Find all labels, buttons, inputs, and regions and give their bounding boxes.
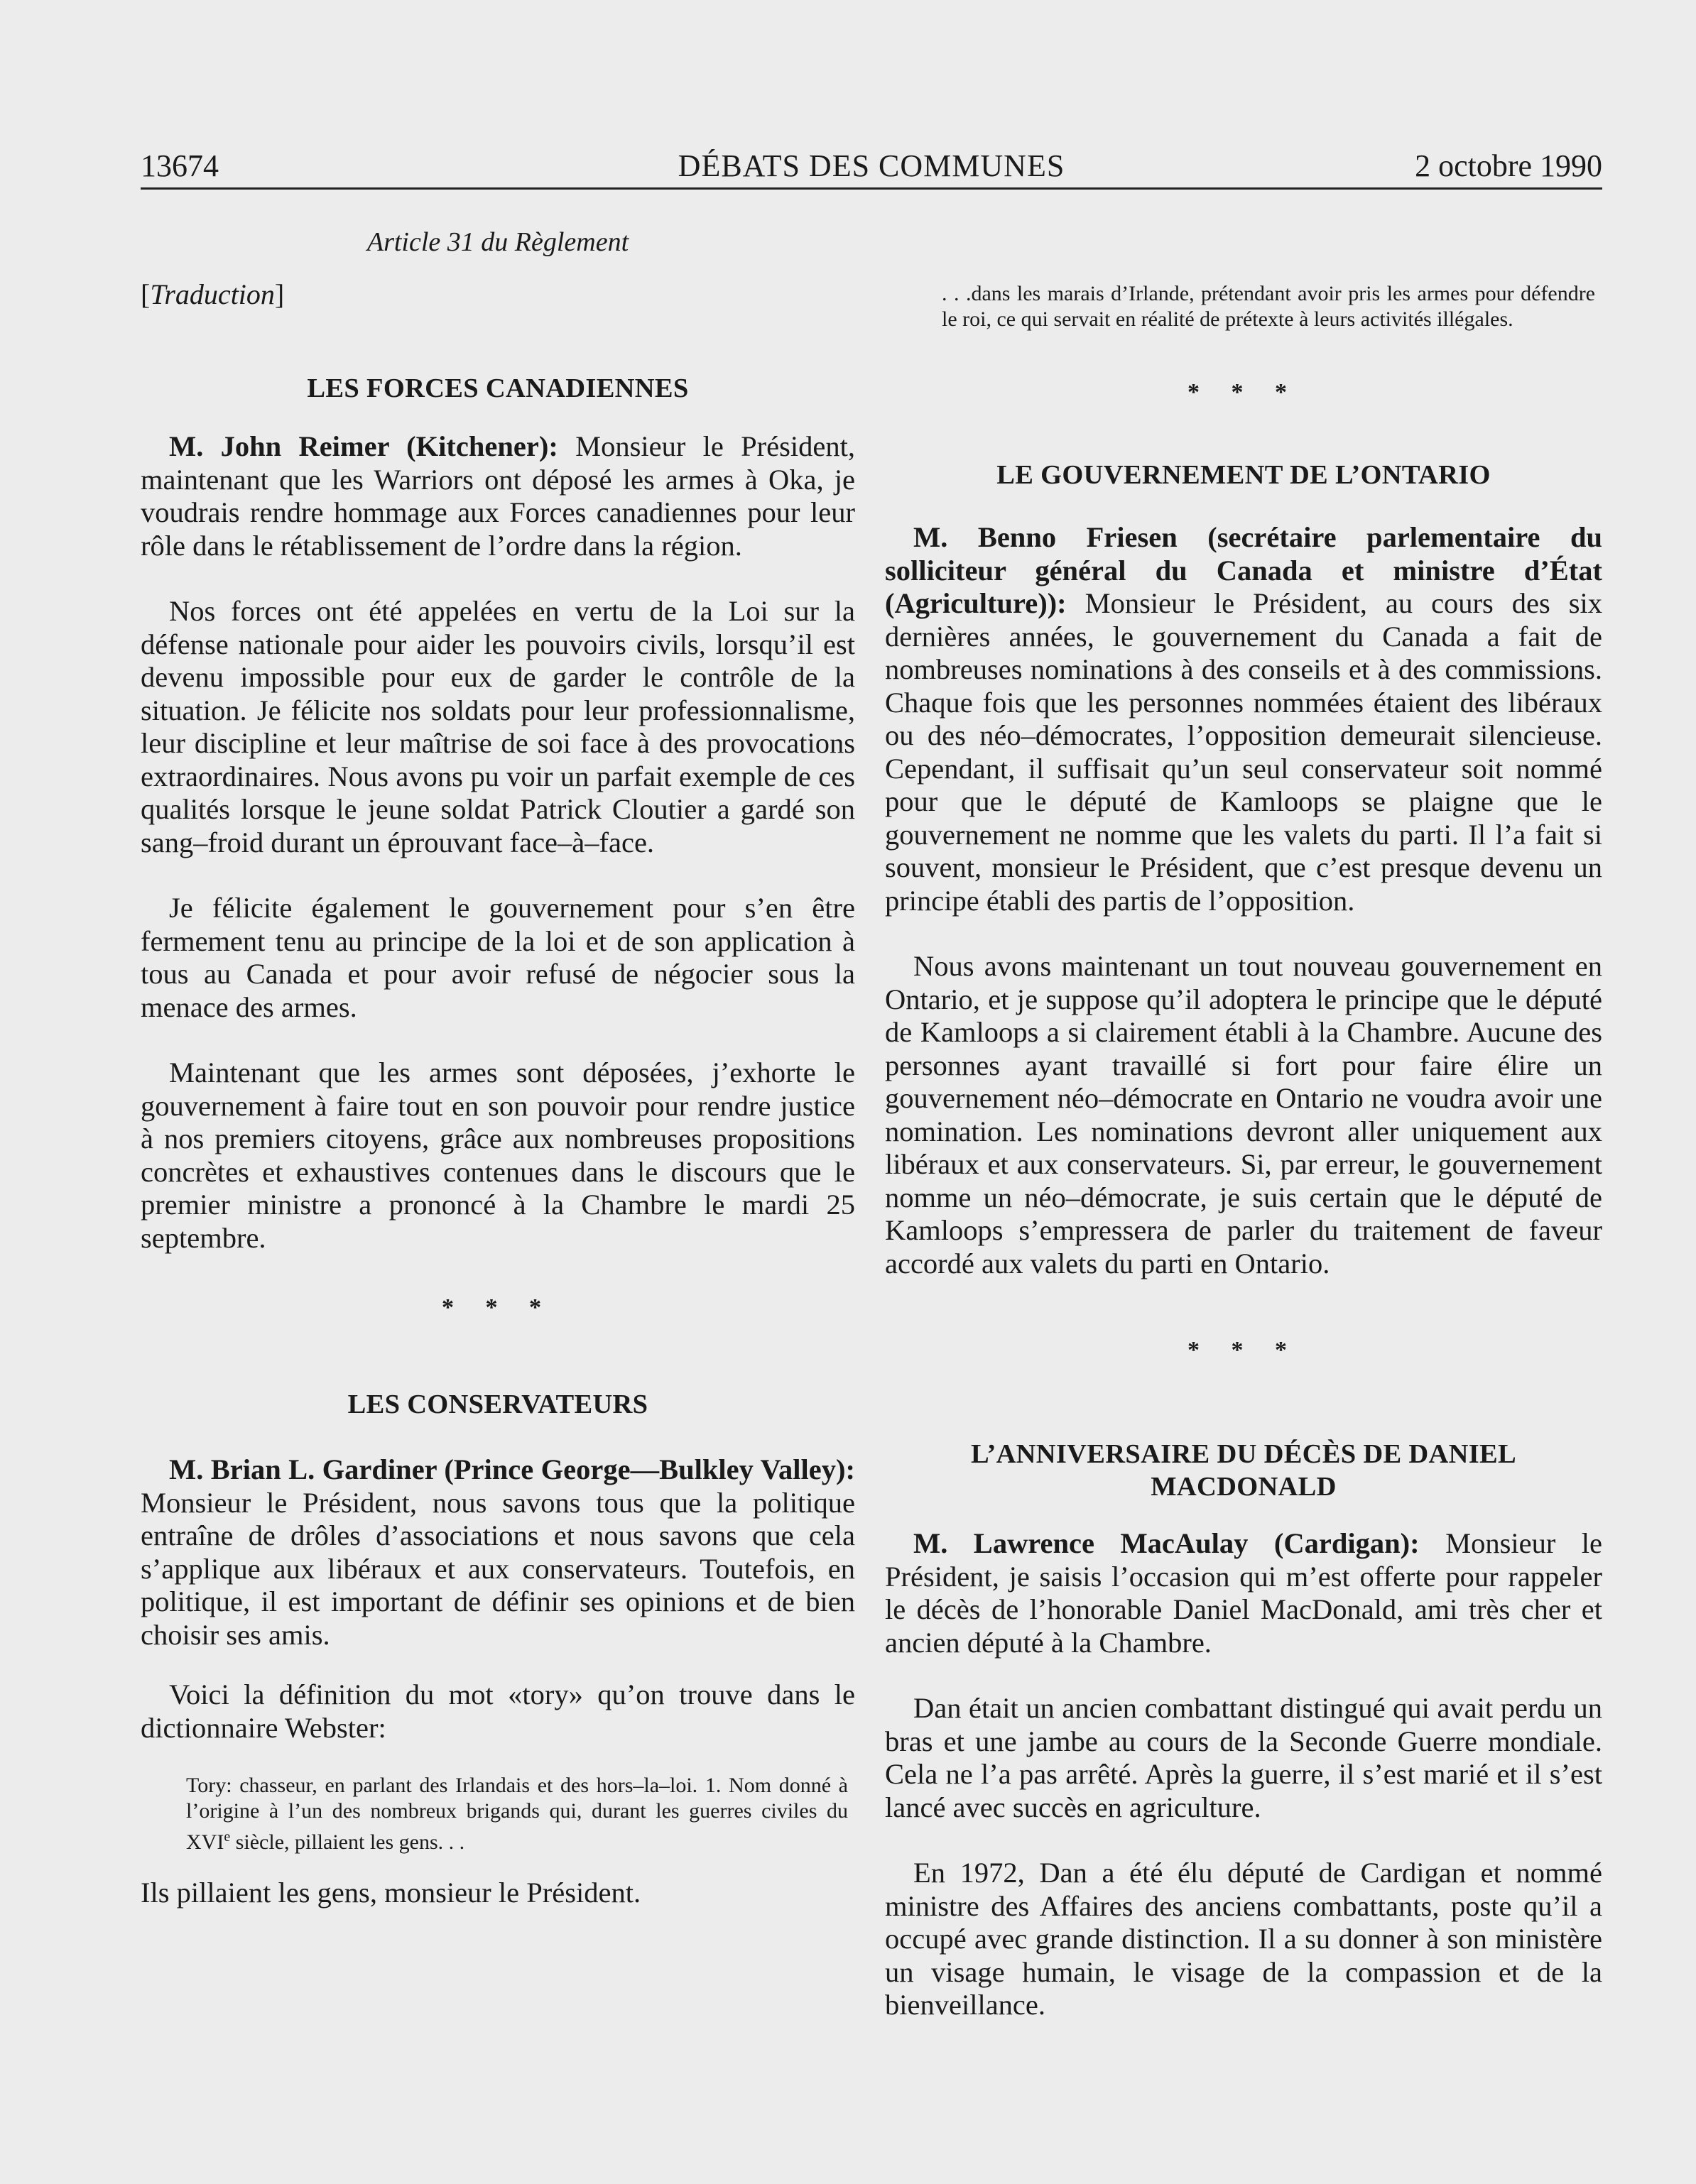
block-quote: . . .dans les marais d’Irlande, prétendant avoir pris les armes pour défendre le roi, ce qui servait en réalité de prétexte à leurs activités illégales. (942, 282, 1595, 331)
section-heading-forces: LES FORCES CANADIENNES (307, 373, 689, 403)
paragraph: Voici la définition du mot «tory» qu’on trouve dans le dictionnaire Webster: (141, 1678, 855, 1744)
speaker-name: M. John Reimer (Kitchener): (169, 430, 558, 462)
page-header (141, 145, 1602, 190)
paragraph (885, 1527, 1602, 1659)
section-separator: * * * (1187, 1337, 1300, 1363)
paragraph (885, 521, 1602, 917)
speaker-name: M. Lawrence MacAulay (Cardigan): (913, 1527, 1420, 1559)
section-heading-conservatives: LES CONSERVATEURS (347, 1389, 648, 1419)
left-column (141, 226, 855, 1910)
paragraph: Nos forces ont été appelées en vertu de la Loi sur la défense nationale pour aider les pouvoirs civils, lorsqu’il est devenu impossible pour eux de garder le contrôle de la situation. Je félicite nos soldats pour leur professionnalisme, leur discipline et leur maîtrise de soi face à des provocations extraordinaires. Nous avons pu voir un parfait exemple de ces qualités lorsque le jeune soldat Patrick Cloutier a gardé son sang–froid durant un éprouvant face–à–face. (141, 595, 855, 858)
superscript: e (224, 1829, 231, 1845)
paragraph: Je félicite également le gouvernement pour s’en être fermement tenu au principe de la loi et de son application à tous au Canada et pour avoir refusé de négocier sous la menace des armes. (141, 892, 855, 1023)
section-separator: * * * (442, 1294, 554, 1321)
paragraph-text: Monsieur le Président, maintenant que les Warriors ont déposé les armes à Oka, je voudrais rendre hommage aux Forces canadiennes pour leur rôle dans le rétablissement de l’ordre dans la région. (141, 430, 855, 562)
page-number: 13674 (141, 148, 219, 183)
speaker-name: M. Benno Friesen (secrétaire parlementaire du solliciteur général du Canada et ministre d’État (Agriculture)): (885, 521, 1602, 619)
section-heading-anniversary: L’ANNIVERSAIRE DU DÉCÈS DE DANIEL MACDONALD (971, 1439, 1516, 1502)
section-heading-ontario: LE GOUVERNEMENT DE L’ONTARIO (996, 460, 1491, 490)
right-column (885, 281, 1602, 2022)
paragraph: Ils pillaient les gens, monsieur le Président. (141, 1877, 641, 1909)
paragraph-text: Monsieur le Président, au cours des six dernières années, le gouvernement du Canada a fait de nombreuses nominations à des conseils et à des commissions. Chaque fois que les personnes nommées étaient des libéraux ou des néo–démocrates, l’opposition demeurait silencieuse. Cependant, il suffisait qu’un seul conservateur soit nommé pour que le député de Kamloops se plaigne que le gouvernement ne nomme que les valets du parti. Il l’a fait si souvent, monsieur le Président, que c’est presque devenu un principe établi des partis de l’opposition. (885, 587, 1602, 917)
paragraph: Dan était un ancien combattant distingué qui avait perdu un bras et une jambe au cours de la Seconde Guerre mondiale. Cela ne l’a pas arrêté. Après la guerre, il s’est marié et il s’est lancé avec succès en agriculture. (885, 1692, 1602, 1823)
paragraph (141, 430, 855, 562)
paragraph-text: Monsieur le Président, nous savons tous que la politique entraîne de drôles d’associations et nous savons que cela s’applique aux libéraux et aux conservateurs. Toutefois, en politique, il est important de définir ses opinions et de bien choisir ses amis. (141, 1486, 855, 1651)
section-separator: * * * (1187, 379, 1300, 405)
translation-label: Traduction (150, 278, 275, 310)
paragraph (141, 1453, 855, 1651)
paragraph-text: Monsieur le Président, je saisis l’occasion qui m’est offerte pour rappeler le décès de l’honorable Daniel MacDonald, ami très cher et ancien député à la Chambre. (885, 1527, 1602, 1659)
paragraph: Maintenant que les armes sont déposées, j’exhorte le gouvernement à faire tout en son pouvoir pour rendre justice à nos premiers citoyens, grâce aux nombreuses propositions concrètes et exhaustives contenues dans le discours que le premier ministre a prononcé à la Chambre le mardi 25 septembre. (141, 1056, 855, 1254)
header-date: 2 octobre 1990 (1415, 148, 1602, 183)
translation-note: [Traduction] (141, 278, 285, 310)
paragraph: Nous avons maintenant un tout nouveau gouvernement en Ontario, et je suppose qu’il adoptera le principe que le député de Kamloops a si clairement établi à la Chambre. Aucune des personnes ayant travaillé si fort pour faire élire un gouvernement néo–démocrate en Ontario ne voudra avoir une nomination. Les nominations devront aller uniquement aux libéraux et aux conservateurs. Si, par erreur, le gouvernement nomme un néo–démocrate, je suis certain que le député de Kamloops s’empressera de parler du traitement de faveur accordé aux valets du parti en Ontario. (885, 950, 1602, 1279)
speaker-name: M. Brian L. Gardiner (Prince George—Bulkley Valley): (169, 1453, 855, 1485)
quote-text: siècle, pillaient les gens. . . (230, 1830, 465, 1854)
paragraph: En 1972, Dan a été élu député de Cardigan et nommé ministre des Affaires des anciens combattants, poste qu’il a occupé avec grande distinction. Il a su donner à son ministère un visage humain, le visage de la compassion et de la bienveillance. (885, 1857, 1602, 2021)
standing-order-reference: Article 31 du Règlement (366, 227, 629, 257)
block-quote (141, 1773, 855, 1855)
quote-text: Tory: chasseur, en parlant des Irlandais et des hors–la–loi. 1. Nom donné à l’origine à l’un des nombreux brigands qui, durant les guerres civiles du XVI (186, 1774, 848, 1854)
journal-title: DÉBATS DES COMMUNES (678, 148, 1065, 183)
